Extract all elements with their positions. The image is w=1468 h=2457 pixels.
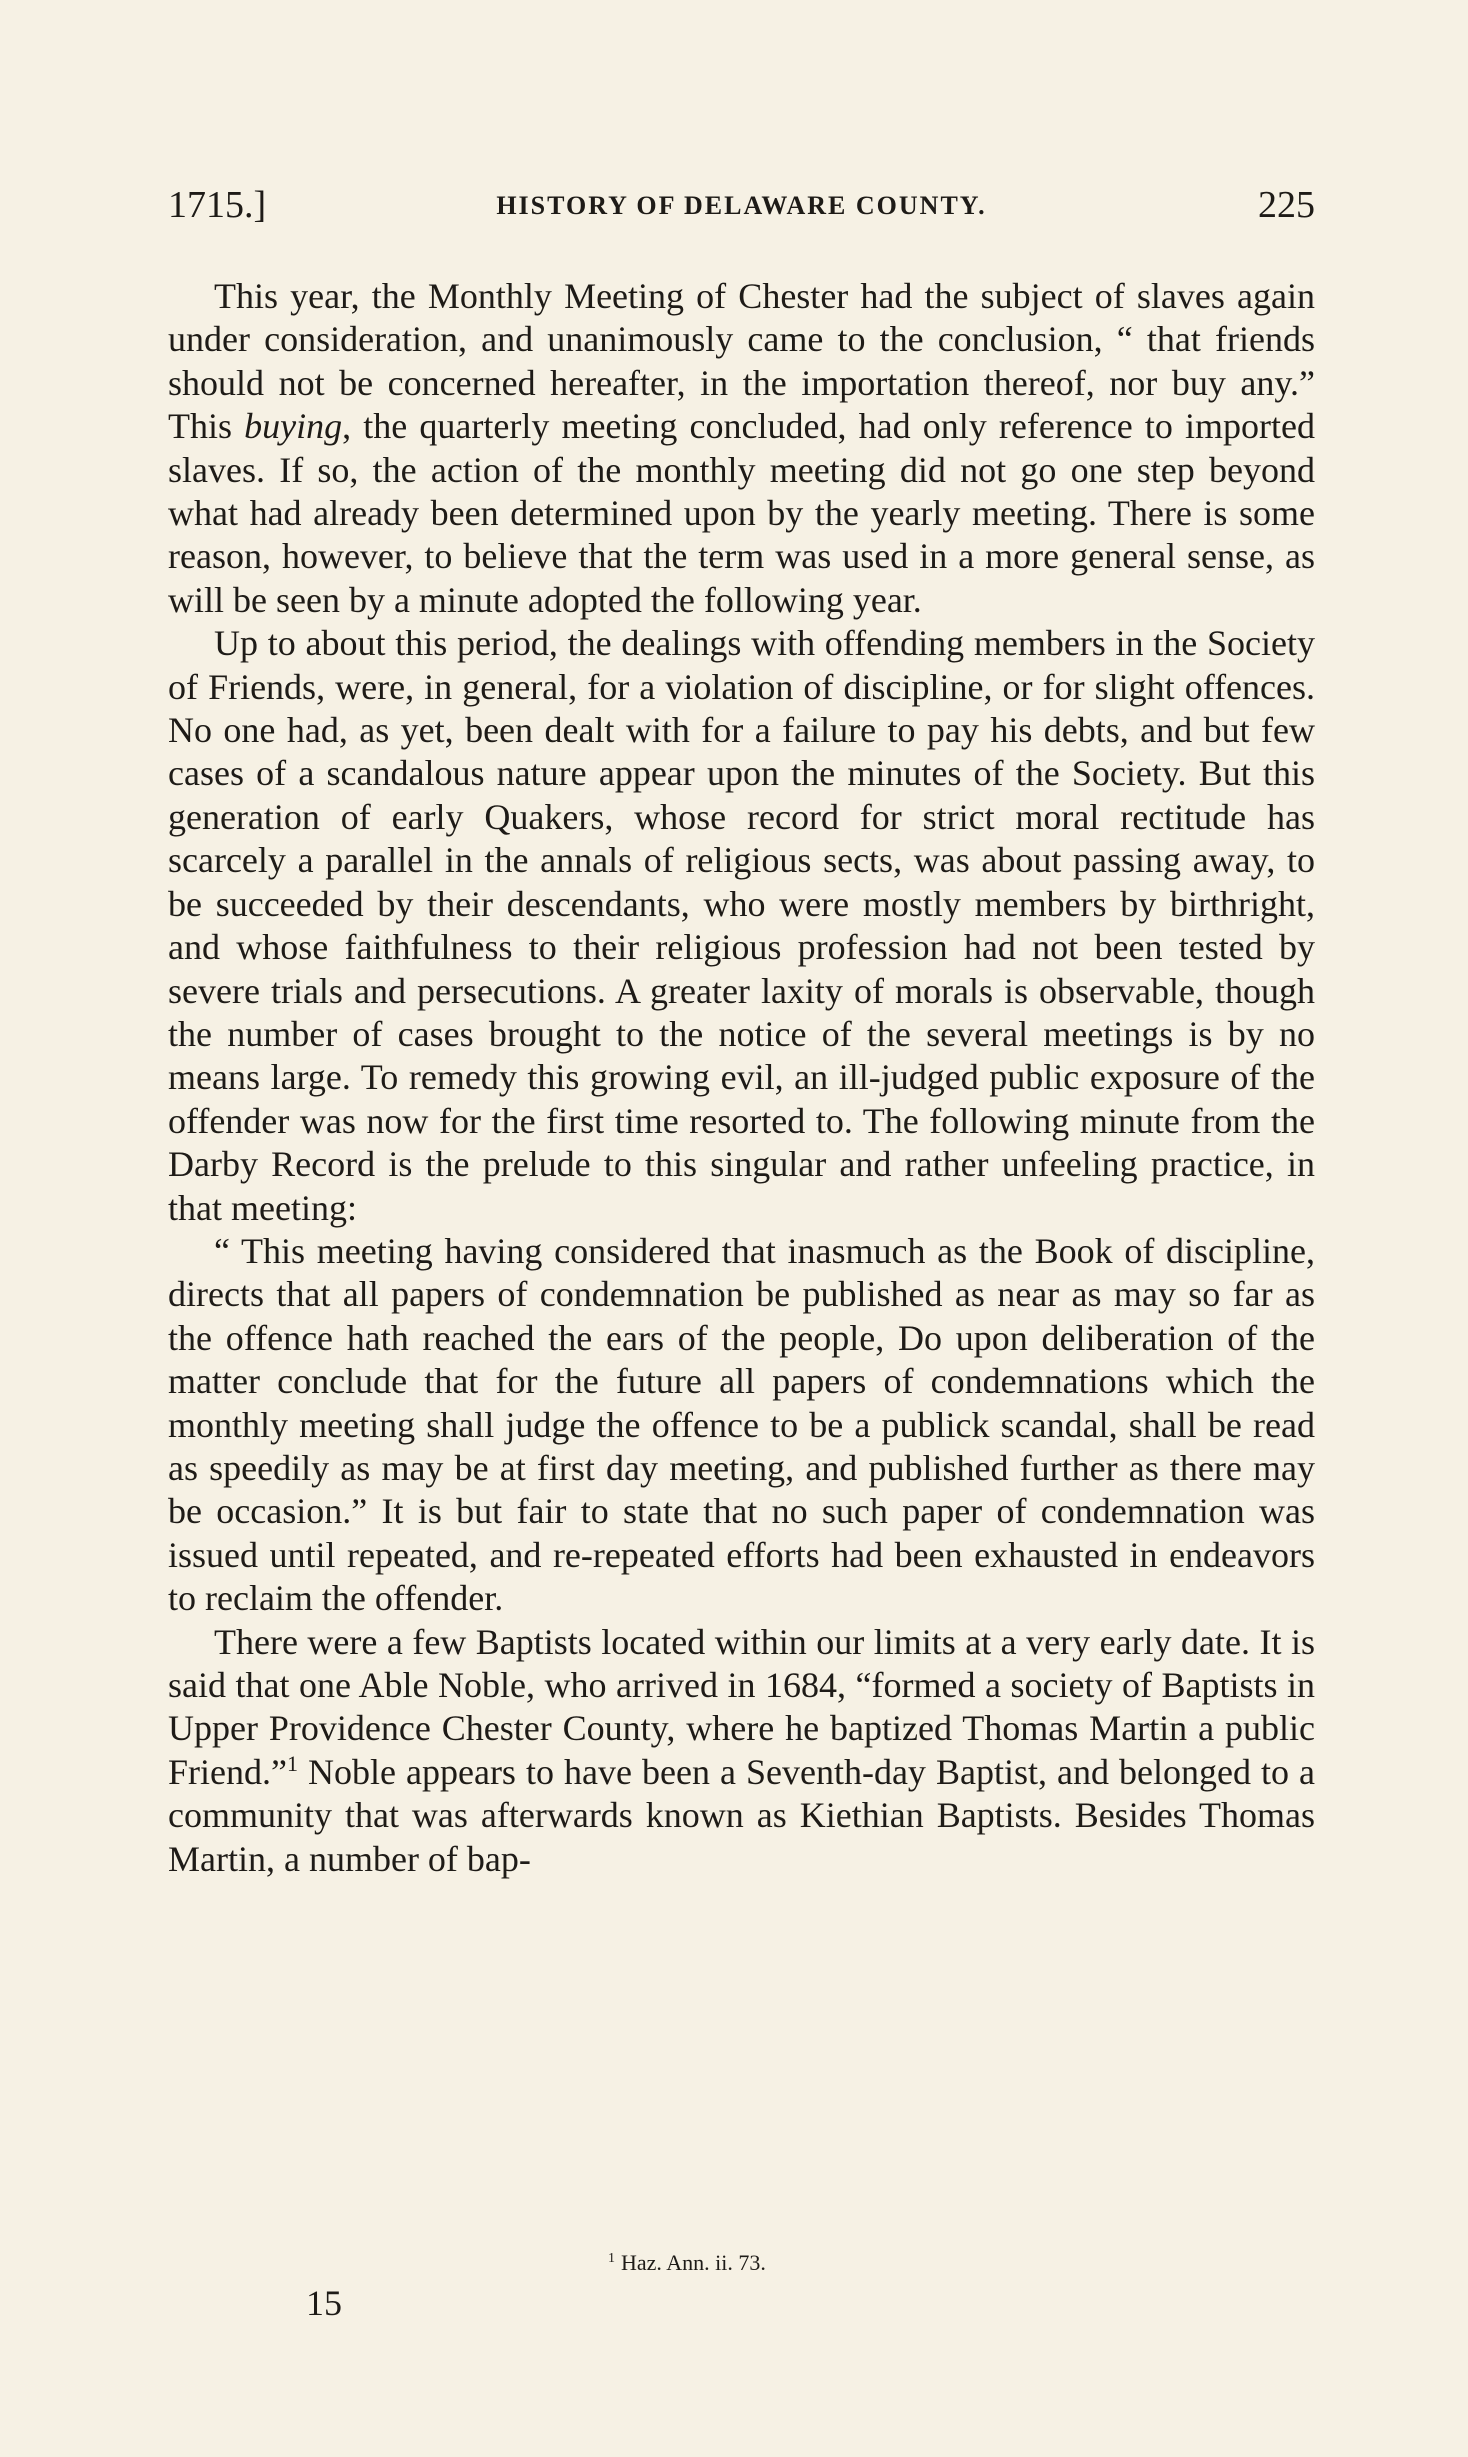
paragraph-slaves — [168, 275, 1315, 622]
emphasis-text: buying — [244, 406, 343, 447]
paragraph-text: This year, the Monthly Meeting of Chester had the subject of slaves again under consideration, and unanimously came to the conclusion, “ that friends should not be concerned hereafter, in the importation thereof, nor buy any.” This — [168, 276, 1315, 447]
paragraph-text: Noble appears to have been a Seventh-day Baptist, and belonged to a community that was afterwards known as Kiethian Baptists. Besides Thomas Martin, a number of bap- — [168, 1751, 1315, 1879]
paragraph-discipline: Up to about this period, the dealings with offending members in the Society of Friends, were, in general, for a violation of discipline, or for slight offences. No one had, as yet, been dealt with for a failure to pay his debts, and but few cases of a scandalous nature appear upon the minutes of the Society. But this generation of early Quakers, whose record for strict moral rectitude has scarcely a parallel in the annals of religious sects, was about passing away, to be succeeded by their descendants, who were mostly members by birthright, and whose faithfulness to their religious profession had not been tested by severe trials and persecutions. A greater laxity of morals is observable, though the number of cases brought to the notice of the several meetings is by no means large. To remedy this growing evil, an ill-judged public exposure of the offender was now for the first time resorted to. The following minute from the Darby Record is the prelude to this singular and rather unfeeling practice, in that meeting: — [168, 623, 1315, 1228]
header-title: HISTORY OF DELAWARE COUNTY. — [496, 191, 987, 220]
page-number: 225 — [1258, 184, 1315, 226]
main-text — [168, 275, 1315, 1881]
footnote — [608, 2250, 766, 2276]
signature-mark: 15 — [306, 2283, 342, 2323]
paragraph-quoted-minute: “ This meeting having considered that inasmuch as the Book of discipline, directs that all papers of condemnation be published as near as may so far as the offence hath reached the ears of the people, Do upon deliberation of the matter conclude that for the future all papers of condemnations which the monthly meeting shall judge the offence to be a publick scandal, shall be read as speedily as may be at first day meeting, and published further as there may be occasion.” It is but fair to state that no such paper of condemnation was issued until repeated, and re-repeated efforts had been exhausted in endeavors to reclaim the offender. — [168, 1230, 1315, 1619]
paragraph-text: , the quarterly meeting concluded, had only reference to imported slaves. If so, the action of the monthly meeting did not go one step beyond what had already been determined upon by the yearly meeting. There is some reason, however, to believe that the term was used in a more general sense, as will be seen by a minute adopted the following year. — [168, 406, 1315, 620]
header-year: 1715.] — [168, 184, 267, 226]
paragraph-text: There were a few Baptists located within our limits at a very early date. It is said that one Able Noble, who arrived in 1684, “formed a society of Baptists in Upper Providence Chester County, where he baptized Thomas Martin a public Friend.” — [168, 1621, 1315, 1792]
paragraph-baptists — [168, 1621, 1315, 1881]
footnote-marker: 1 — [608, 2250, 615, 2266]
footnote-text: Haz. Ann. ii. 73. — [621, 2250, 766, 2275]
running-header — [168, 183, 1315, 233]
footnote-reference: 1 — [286, 1750, 298, 1776]
